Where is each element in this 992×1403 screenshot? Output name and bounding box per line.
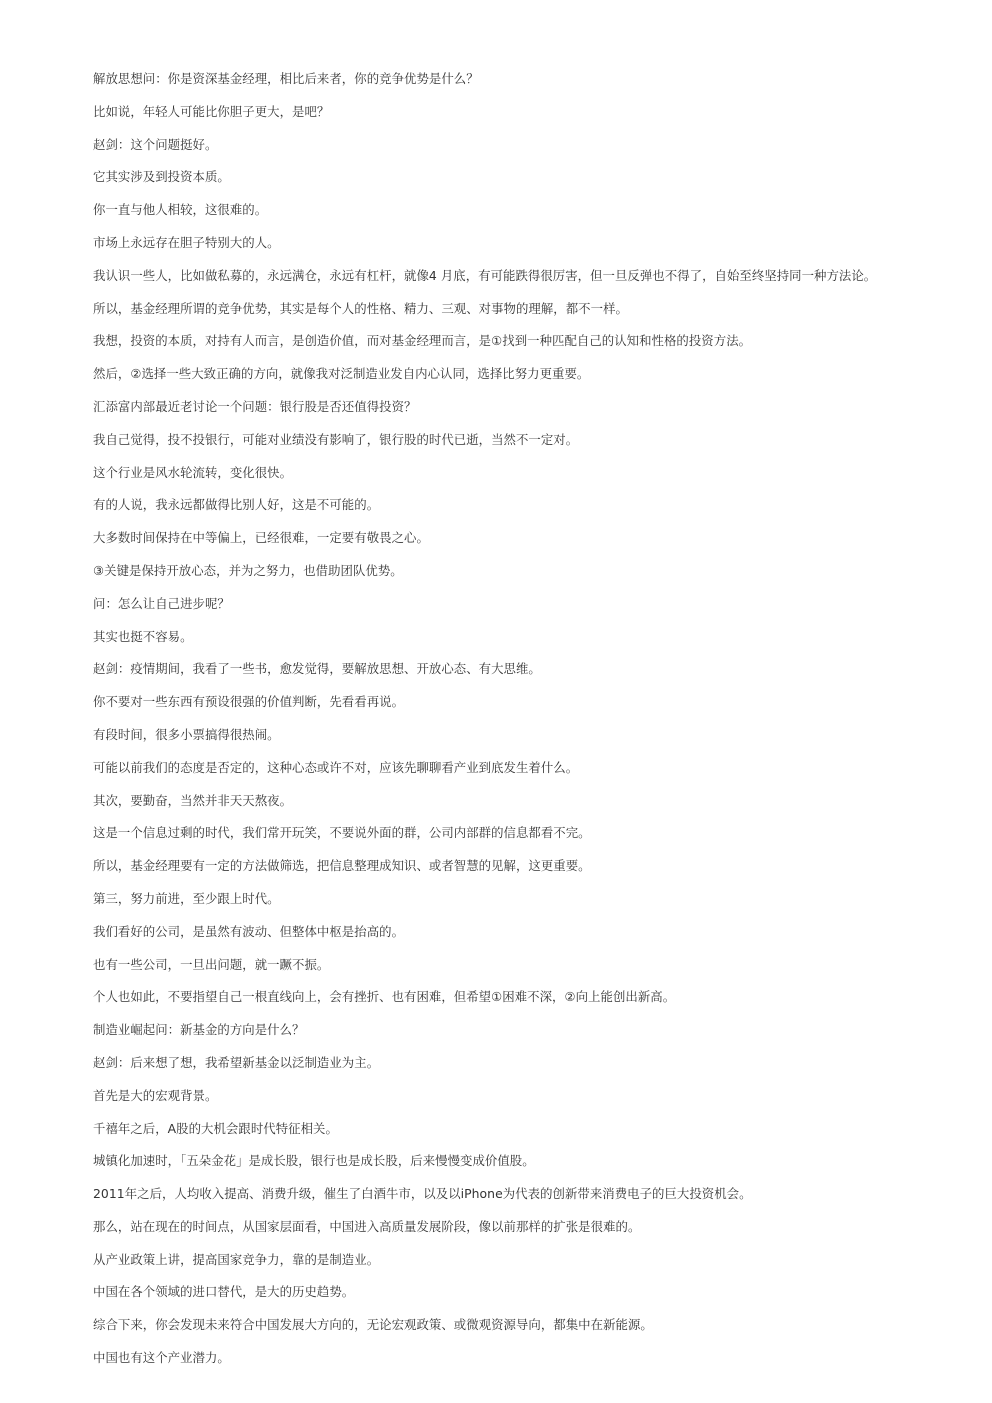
paragraph: 赵剑：后来想了想，我希望新基金以泛制造业为主。 — [93, 1054, 380, 1070]
paragraph: 有段时间，很多小票搞得很热闹。 — [93, 726, 280, 742]
paragraph: 赵剑：疫情期间，我看了一些书，愈发觉得，要解放思想、开放心态、有大思维。 — [93, 661, 541, 677]
paragraph: 制造业崛起问：新基金的方向是什么？ — [93, 1022, 305, 1038]
paragraph: 可能以前我们的态度是否定的，这种心态或许不对，应该先聊聊看产业到底发生着什么。 — [93, 759, 579, 775]
paragraph: 第三，努力前进，至少跟上时代。 — [93, 890, 280, 906]
paragraph: 我认识一些人，比如做私募的，永远满仓，永远有杠杆，就像4 月底，有可能跌得很厉害，但一旦反弹也不得了，自始至终坚持同一种方法论。 — [93, 267, 877, 283]
paragraph: 这是一个信息过剩的时代，我们常开玩笑，不要说外面的群，公司内部群的信息都看不完。 — [93, 825, 591, 841]
paragraph: ③关键是保持开放心态，并为之努力，也借助团队优势。 — [93, 562, 403, 578]
paragraph: 首先是大的宏观背景。 — [93, 1087, 218, 1103]
paragraph: 这个行业是风水轮流转，变化很快。 — [93, 464, 293, 480]
paragraph: 从产业政策上讲，提高国家竞争力，靠的是制造业。 — [93, 1251, 380, 1267]
paragraph: 汇添富内部最近老讨论一个问题：银行股是否还值得投资？ — [93, 398, 417, 414]
paragraph: 2011年之后，人均收入提高、消费升级，催生了白酒牛市，以及以iPhone为代表的创新带来消费电子的巨大投资机会。 — [93, 1186, 752, 1202]
paragraph: 所以，基金经理要有一定的方法做筛选，把信息整理成知识、或者智慧的见解，这更重要。 — [93, 858, 591, 874]
paragraph: 赵剑：这个问题挺好。 — [93, 136, 218, 152]
paragraph: 然后，②选择一些大致正确的方向，就像我对泛制造业发自内心认同，选择比努力更重要。 — [93, 366, 590, 382]
paragraph: 综合下来，你会发现未来符合中国发展大方向的，无论宏观政策、或微观资源导向，都集中在新能源。 — [93, 1317, 653, 1333]
paragraph: 它其实涉及到投资本质。 — [93, 169, 230, 185]
paragraph: 我自己觉得，投不投银行，可能对业绩没有影响了，银行股的时代已逝，当然不一定对。 — [93, 431, 579, 447]
paragraph: 那么，站在现在的时间点，从国家层面看，中国进入高质量发展阶段，像以前那样的扩张是很难的。 — [93, 1218, 641, 1234]
paragraph: 你一直与他人相较，这很难的。 — [93, 202, 268, 218]
paragraph: 我想，投资的本质，对持有人而言，是创造价值，而对基金经理而言，是①找到一种匹配自己的认知和性格的投资方法。 — [93, 333, 752, 349]
paragraph: 有的人说，我永远都做得比别人好，这是不可能的。 — [93, 497, 380, 513]
paragraph: 市场上永远存在胆子特别大的人。 — [93, 234, 280, 250]
paragraph: 其次，要勤奋，当然并非天天熬夜。 — [93, 792, 293, 808]
document-body — [93, 70, 973, 1382]
paragraph: 中国在各个领域的进口替代，是大的历史趋势。 — [93, 1284, 355, 1300]
paragraph: 比如说，年轻人可能比你胆子更大，是吧？ — [93, 103, 330, 119]
paragraph: 中国也有这个产业潜力。 — [93, 1350, 230, 1366]
paragraph: 我们看好的公司，是虽然有波动、但整体中枢是抬高的。 — [93, 923, 405, 939]
paragraph: 其实也挺不容易。 — [93, 628, 193, 644]
paragraph: 问：怎么让自己进步呢？ — [93, 595, 230, 611]
paragraph: 个人也如此，不要指望自己一根直线向上，会有挫折、也有困难，但希望①困难不深，②向上能创出新高。 — [93, 989, 676, 1005]
paragraph: 解放思想问：你是资深基金经理，相比后来者，你的竞争优势是什么？ — [93, 71, 479, 86]
paragraph: 千禧年之后，A股的大机会跟时代特征相关。 — [93, 1120, 338, 1136]
paragraph: 也有一些公司，一旦出问题，就一蹶不振。 — [93, 956, 330, 972]
paragraph: 大多数时间保持在中等偏上，已经很难，一定要有敬畏之心。 — [93, 530, 429, 546]
paragraph: 城镇化加速时，「五朵金花」是成长股，银行也是成长股，后来慢慢变成价值股。 — [93, 1153, 535, 1169]
paragraph: 你不要对一些东西有预设很强的价值判断，先看看再说。 — [93, 694, 405, 710]
paragraph: 所以，基金经理所谓的竞争优势，其实是每个人的性格、精力、三观、对事物的理解，都不一样。 — [93, 300, 628, 316]
